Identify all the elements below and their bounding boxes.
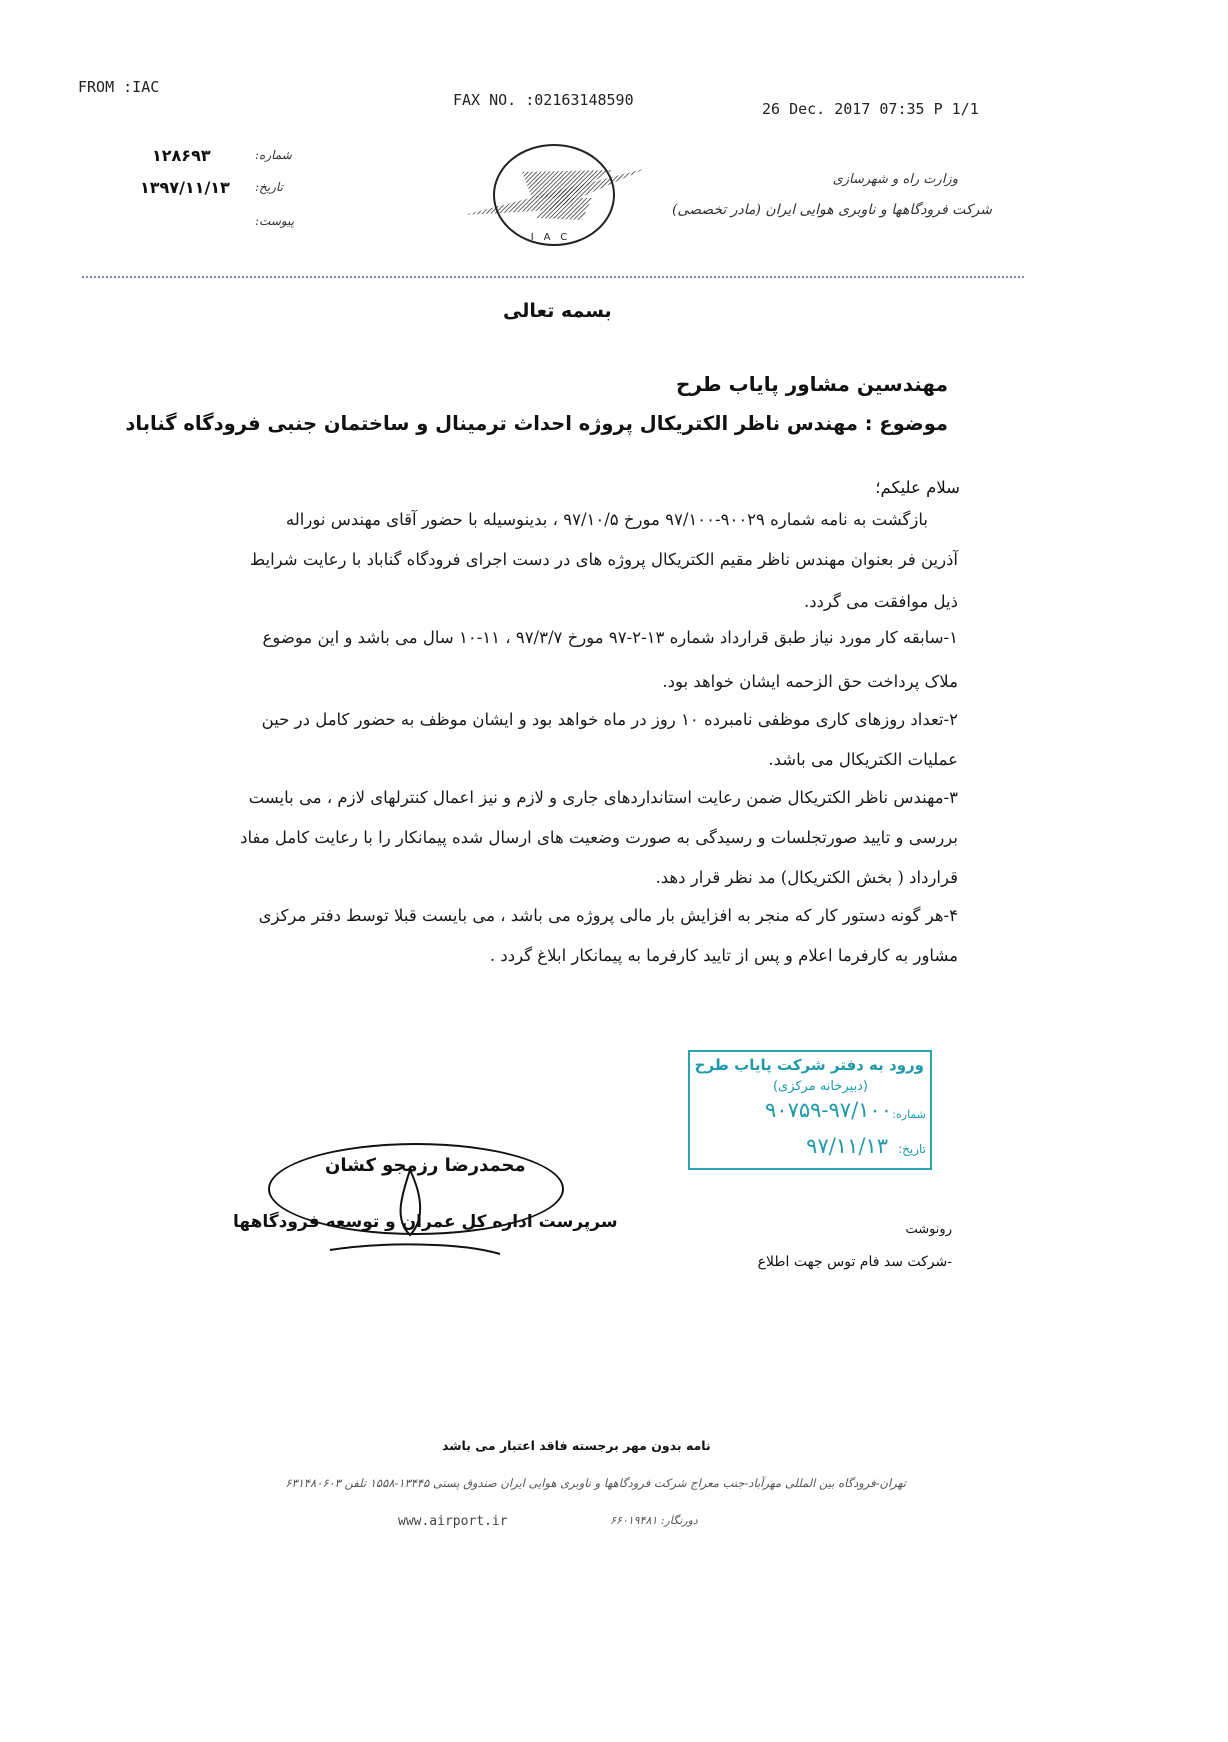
body-line: بررسی و تایید صورتجلسات و رسیدگی به صورت وضعیت های ارسال شده پیمانکار را با رعایت کامل مفاد <box>240 828 958 847</box>
logo-text: IAC <box>530 232 578 243</box>
subject: موضوع : مهندس ناظر الکتریکال پروژه احداث ترمینال و ساختمان جنبی فرودگاه گناباد <box>125 412 948 435</box>
company-name: شرکت فرودگاهها و ناوبری هوایی ایران (مادر تخصصی) <box>671 202 992 218</box>
addressee: مهندسین مشاور پایاب طرح <box>675 372 948 396</box>
stamp-number-label: شماره: <box>892 1108 926 1121</box>
signatory-name: محمدرضا رزمجو کشان <box>325 1155 526 1176</box>
body-line: ۳-مهندس ناظر الکتریکال ضمن رعایت استانداردهای جاری و لازم و نیز اعمال کنترلهای لازم ، می بایست <box>248 788 958 807</box>
letter-number: ۱۲۸۶۹۳ <box>152 146 211 165</box>
signatory-title: سرپرست اداره کل عمران و توسعه فرودگاهها <box>233 1212 618 1232</box>
footer-fax: دورنگار: ۶۶۰۱۹۴۸۱ <box>610 1514 698 1527</box>
cc-line: -شرکت سد فام توس جهت اطلاع <box>757 1254 952 1270</box>
fax-datetime: 26 Dec. 2017 07:35 P 1/1 <box>762 100 979 118</box>
fax-from: FROM :IAC <box>78 78 160 96</box>
date-label: تاریخ: <box>255 180 283 194</box>
receipt-stamp <box>688 1050 932 1170</box>
stamp-number: ۹۰۷۵۹-۹۷/۱۰۰ <box>765 1098 892 1122</box>
invocation: بسمه تعالی <box>503 300 612 322</box>
body-line: ۱-سابقه کار مورد نیاز طبق قرارداد شماره ۱۳-۲-۹۷ مورخ ۹۷/۳/۷ ، ۱۱-۱۰ سال می باشد و این موضوع <box>262 628 958 647</box>
footer-website[interactable]: www.airport.ir <box>398 1514 508 1529</box>
body-line: قرارداد ( بخش الکتریکال) مد نظر قرار دهد. <box>655 868 958 887</box>
body-line: آذرین فر بعنوان مهندس ناظر مقیم الکتریکال پروژه های در دست اجرای فرودگاه گناباد با رعایت شرایط <box>249 550 958 569</box>
footer-address: تهران-فرودگاه بین المللی مهرآباد-جنب معراج شرکت فرودگاهها و ناوبری هوایی ایران صندوق پستی ۱۳۴۴۵-۱۵۵۸ تلفن ۶۳۱۴۸۰۶۰۳ <box>285 1476 906 1490</box>
body-line: ملاک پرداخت حق الزحمه ایشان خواهد بود. <box>662 672 958 691</box>
letter-date: ۱۳۹۷/۱۱/۱۳ <box>140 178 230 197</box>
attachment-label: پیوست: <box>255 214 295 228</box>
number-label: شماره: <box>255 148 292 162</box>
stamp-date: ۹۷/۱۱/۱۳ <box>806 1134 888 1158</box>
greeting: سلام علیکم؛ <box>875 478 960 497</box>
ministry-name: وزارت راه و شهرسازی <box>832 172 958 187</box>
body-line: ۲-تعداد روزهای کاری موظفی نامبرده ۱۰ روز در ماه خواهد بود و ایشان موظف به حضور کامل در حین <box>261 710 958 729</box>
body-line: ۴-هر گونه دستور کار که منجر به افزایش بار مالی پروژه می باشد ، می بایست قبلا توسط دفتر مرکزی <box>258 906 958 925</box>
header-divider <box>82 276 1024 278</box>
stamp-subtitle: (دبیرخانه مرکزی) <box>772 1079 868 1094</box>
body-line: عملیات الکتریکال می باشد. <box>768 750 958 769</box>
body-line: بازگشت به نامه شماره ۹۰۰۲۹-۹۷/۱۰۰ مورخ ۹۷/۱۰/۵ ، بدینوسیله با حضور آقای مهندس نوراله <box>285 510 928 529</box>
cc-label: رونوشت <box>905 1222 952 1237</box>
stamp-date-label: تاریخ: <box>898 1142 926 1156</box>
body-line: مشاور به کارفرما اعلام و پس از تایید کارفرما به پیمانکار ابلاغ گردد . <box>489 946 958 965</box>
footer-notice: نامه بدون مهر برجسته فاقد اعتبار می باشد <box>442 1438 711 1453</box>
body-line: ذیل موافقت می گردد. <box>803 592 958 611</box>
iac-logo <box>462 140 652 250</box>
stamp-title: ورود به دفتر شرکت پایاب طرح <box>694 1056 924 1074</box>
fax-number: FAX NO. :02163148590 <box>453 91 634 109</box>
